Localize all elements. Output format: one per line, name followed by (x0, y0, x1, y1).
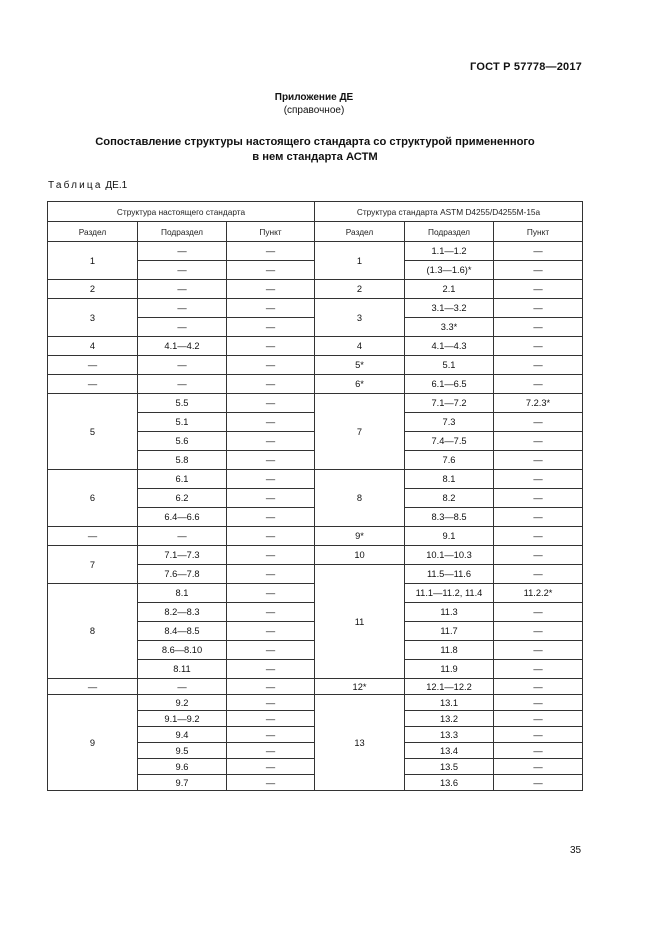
table-cell: 5.8 (138, 451, 227, 470)
table-cell: — (227, 565, 315, 584)
appendix-title: Приложение ДЕ (274, 92, 354, 103)
table-cell: — (48, 527, 138, 546)
table-cell: — (227, 432, 315, 451)
table-cell: — (227, 261, 315, 280)
table-cell: 9.6 (138, 759, 227, 775)
table-cell: 11.3 (405, 603, 494, 622)
table-cell: 8.4—8.5 (138, 622, 227, 641)
table-cell: 12.1—12.2 (405, 679, 494, 695)
group-header-right: Структура стандарта ASTM D4255/D4255M-15a (315, 202, 583, 222)
table-cell: 5.5 (138, 394, 227, 413)
table-cell: — (227, 622, 315, 641)
table-cell: — (227, 743, 315, 759)
table-cell: 9.5 (138, 743, 227, 759)
table-cell: — (227, 660, 315, 679)
table-cell: 4.1—4.2 (138, 337, 227, 356)
table-row (48, 356, 583, 375)
table-cell: 13 (315, 695, 405, 791)
table-cell: — (494, 603, 583, 622)
table-cell: — (48, 679, 138, 695)
table-cell: — (227, 695, 315, 711)
table-cell: 8 (315, 470, 405, 527)
table-cell: 3.3* (405, 318, 494, 337)
table-cell: 5.6 (138, 432, 227, 451)
table-cell: — (227, 299, 315, 318)
table-cell: 4 (48, 337, 138, 356)
table-cell: — (138, 242, 227, 261)
table-cell: — (227, 375, 315, 394)
column-header: Подраздел (405, 222, 494, 242)
table-cell: 2.1 (405, 280, 494, 299)
table-cell: 11.8 (405, 641, 494, 660)
table-caption-prefix: Таблица (48, 180, 103, 191)
table-cell: 9.1—9.2 (138, 711, 227, 727)
table-cell: (1.3—1.6)* (405, 261, 494, 280)
table-cell: — (227, 318, 315, 337)
table-cell: 8.11 (138, 660, 227, 679)
table-cell: 4.1—4.3 (405, 337, 494, 356)
table-cell: — (138, 299, 227, 318)
heading-line-1: Сопоставление структуры настоящего стандарта со структурой примененного (95, 136, 535, 148)
table-cell: — (494, 299, 583, 318)
table-cell: 13.6 (405, 775, 494, 791)
table-cell: — (227, 280, 315, 299)
table-cell: — (227, 775, 315, 791)
column-header: Пункт (227, 222, 315, 242)
table-cell: 13.5 (405, 759, 494, 775)
table-cell: 7 (315, 394, 405, 470)
table-cell: 8.2 (405, 489, 494, 508)
table-cell: — (494, 375, 583, 394)
table-cell: 6.1—6.5 (405, 375, 494, 394)
table-cell: 11.1—11.2, 11.4 (405, 584, 494, 603)
table-caption (48, 180, 127, 191)
table-cell: 7.2.3* (494, 394, 583, 413)
table-cell: 7.4—7.5 (405, 432, 494, 451)
table-cell: — (494, 711, 583, 727)
table-cell: 9* (315, 527, 405, 546)
table-row (48, 679, 583, 695)
table-cell: — (227, 759, 315, 775)
table-cell: — (227, 679, 315, 695)
table-row (48, 546, 583, 565)
column-header: Раздел (315, 222, 405, 242)
column-header: Раздел (48, 222, 138, 242)
table-cell: — (227, 451, 315, 470)
table-cell: — (494, 470, 583, 489)
table-cell: — (494, 679, 583, 695)
table-cell: 9.2 (138, 695, 227, 711)
table-cell: 11.9 (405, 660, 494, 679)
table-cell: — (138, 280, 227, 299)
table-cell: 6.4—6.6 (138, 508, 227, 527)
table-cell: 3.1—3.2 (405, 299, 494, 318)
table-column-header-row (48, 222, 583, 242)
table-cell: 13.4 (405, 743, 494, 759)
heading-line-2: в нем стандарта АСТМ (252, 151, 378, 163)
table-cell: 8.2—8.3 (138, 603, 227, 622)
table-cell: — (227, 508, 315, 527)
table-row (48, 280, 583, 299)
page-number: 35 (570, 845, 582, 856)
table-cell: 8.6—8.10 (138, 641, 227, 660)
table-cell: — (227, 546, 315, 565)
table-cell: 5.1 (405, 356, 494, 375)
table-cell: 7.3 (405, 413, 494, 432)
table-row (48, 337, 583, 356)
table-cell: 5 (48, 394, 138, 470)
table-cell: 11.5—11.6 (405, 565, 494, 584)
table-cell: — (494, 432, 583, 451)
table-cell: 9 (48, 695, 138, 791)
table-cell: — (138, 679, 227, 695)
table-row (48, 394, 583, 413)
table-cell: — (494, 565, 583, 584)
table-cell: — (494, 489, 583, 508)
table-cell: — (227, 337, 315, 356)
table-group-header-row (48, 202, 583, 222)
table-cell: 10 (315, 546, 405, 565)
table-cell: 1.1—1.2 (405, 242, 494, 261)
table-cell: 5* (315, 356, 405, 375)
table-cell: — (494, 337, 583, 356)
comparison-table (47, 201, 583, 791)
table-cell: 8.3—8.5 (405, 508, 494, 527)
table-cell: 11 (315, 565, 405, 679)
table-cell: — (138, 318, 227, 337)
table-cell: — (227, 584, 315, 603)
table-cell: — (227, 413, 315, 432)
table-cell: — (227, 356, 315, 375)
table-cell: — (494, 546, 583, 565)
table-cell: — (48, 375, 138, 394)
table-cell: — (494, 695, 583, 711)
table-row (48, 299, 583, 318)
table-cell: — (494, 759, 583, 775)
table-cell: 6.1 (138, 470, 227, 489)
table-cell: 7.1—7.3 (138, 546, 227, 565)
table-cell: — (227, 711, 315, 727)
table-cell: 1 (48, 242, 138, 280)
table-cell: — (227, 394, 315, 413)
table-cell: 6* (315, 375, 405, 394)
table-row (48, 470, 583, 489)
table-cell: — (138, 356, 227, 375)
table-row (48, 527, 583, 546)
table-cell: 13.1 (405, 695, 494, 711)
table-cell: — (494, 451, 583, 470)
table-cell: — (494, 242, 583, 261)
table-cell: — (494, 622, 583, 641)
table-cell: 3 (48, 299, 138, 337)
table-cell: 7.6—7.8 (138, 565, 227, 584)
table-cell: 7.6 (405, 451, 494, 470)
table-cell: 11.7 (405, 622, 494, 641)
appendix-subtitle: (справочное) (283, 105, 345, 116)
table-cell: — (494, 775, 583, 791)
page-heading (60, 135, 570, 165)
table-cell: 5.1 (138, 413, 227, 432)
table-cell: — (138, 375, 227, 394)
table-cell: 8.1 (138, 584, 227, 603)
table-row (48, 695, 583, 711)
table-cell: — (494, 527, 583, 546)
table-cell: — (138, 261, 227, 280)
table-cell: 7.1—7.2 (405, 394, 494, 413)
table-cell: 8.1 (405, 470, 494, 489)
table-cell: — (494, 356, 583, 375)
table-row (48, 375, 583, 394)
table-cell: 10.1—10.3 (405, 546, 494, 565)
table-cell: — (494, 660, 583, 679)
table-cell: — (494, 280, 583, 299)
table-cell: — (494, 508, 583, 527)
table-cell: — (494, 261, 583, 280)
table-cell: 6 (48, 470, 138, 527)
table-cell: — (494, 743, 583, 759)
table-cell: — (227, 727, 315, 743)
table-cell: — (227, 242, 315, 261)
table-cell: — (494, 318, 583, 337)
table-cell: 9.1 (405, 527, 494, 546)
table-caption-id: ДЕ.1 (105, 180, 128, 191)
table-cell: — (227, 641, 315, 660)
table-cell: 1 (315, 242, 405, 280)
table-cell: — (227, 603, 315, 622)
table-cell: — (227, 489, 315, 508)
table-cell: 11.2.2* (494, 584, 583, 603)
table-cell: — (227, 527, 315, 546)
table-cell: 3 (315, 299, 405, 337)
table-cell: — (494, 641, 583, 660)
table-cell: — (227, 470, 315, 489)
table-cell: 8 (48, 584, 138, 679)
column-header: Подраздел (138, 222, 227, 242)
table-cell: 9.7 (138, 775, 227, 791)
group-header-left: Структура настоящего стандарта (48, 202, 315, 222)
table-cell: 9.4 (138, 727, 227, 743)
table-cell: 6.2 (138, 489, 227, 508)
table-cell: 2 (315, 280, 405, 299)
table-cell: 13.2 (405, 711, 494, 727)
table-cell: 12* (315, 679, 405, 695)
appendix-block (0, 91, 628, 117)
table-cell: — (494, 413, 583, 432)
table-cell: 13.3 (405, 727, 494, 743)
table-row (48, 242, 583, 261)
table-cell: — (138, 527, 227, 546)
document-code: ГОСТ Р 57778—2017 (470, 61, 582, 73)
table-cell: 4 (315, 337, 405, 356)
table-cell: — (494, 727, 583, 743)
table-cell: 7 (48, 546, 138, 584)
table-cell: — (48, 356, 138, 375)
table-cell: 2 (48, 280, 138, 299)
column-header: Пункт (494, 222, 583, 242)
